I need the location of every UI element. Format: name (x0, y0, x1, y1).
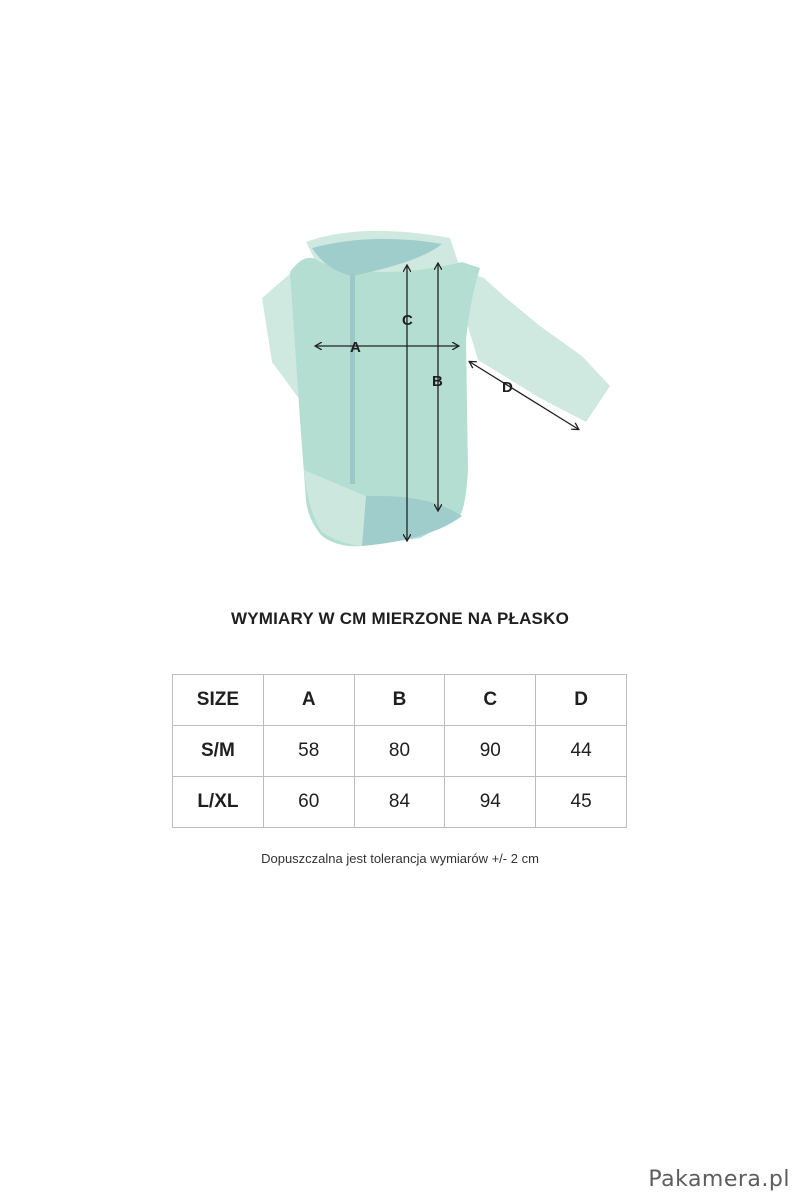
tolerance-note: Dopuszczalna jest tolerancja wymiarów +/- 2 cm (261, 851, 539, 866)
label-d: D (502, 379, 513, 396)
cell-b: 80 (354, 726, 445, 777)
cell-c: 94 (445, 777, 536, 828)
cell-a: 60 (263, 777, 354, 828)
table-row (173, 777, 627, 828)
label-b: B (432, 373, 443, 390)
header-c: C (445, 675, 536, 726)
label-c: C (402, 312, 413, 329)
header-a: A (263, 675, 354, 726)
size-table (172, 674, 627, 828)
brand-watermark: Pakamera.pl (648, 1167, 790, 1192)
label-a: A (350, 339, 361, 356)
right-sleeve (462, 270, 610, 422)
header-size: SIZE (173, 675, 264, 726)
table-row (173, 726, 627, 777)
row-size-label: L/XL (173, 777, 264, 828)
cell-b: 84 (354, 777, 445, 828)
zipper (350, 274, 355, 484)
header-d: D (536, 675, 627, 726)
cell-d: 45 (536, 777, 627, 828)
row-size-label: S/M (173, 726, 264, 777)
cell-a: 58 (263, 726, 354, 777)
cell-d: 44 (536, 726, 627, 777)
cell-c: 90 (445, 726, 536, 777)
header-b: B (354, 675, 445, 726)
table-header-row (173, 675, 627, 726)
size-chart-title: WYMIARY W CM MIERZONE NA PŁASKO (230, 609, 569, 628)
